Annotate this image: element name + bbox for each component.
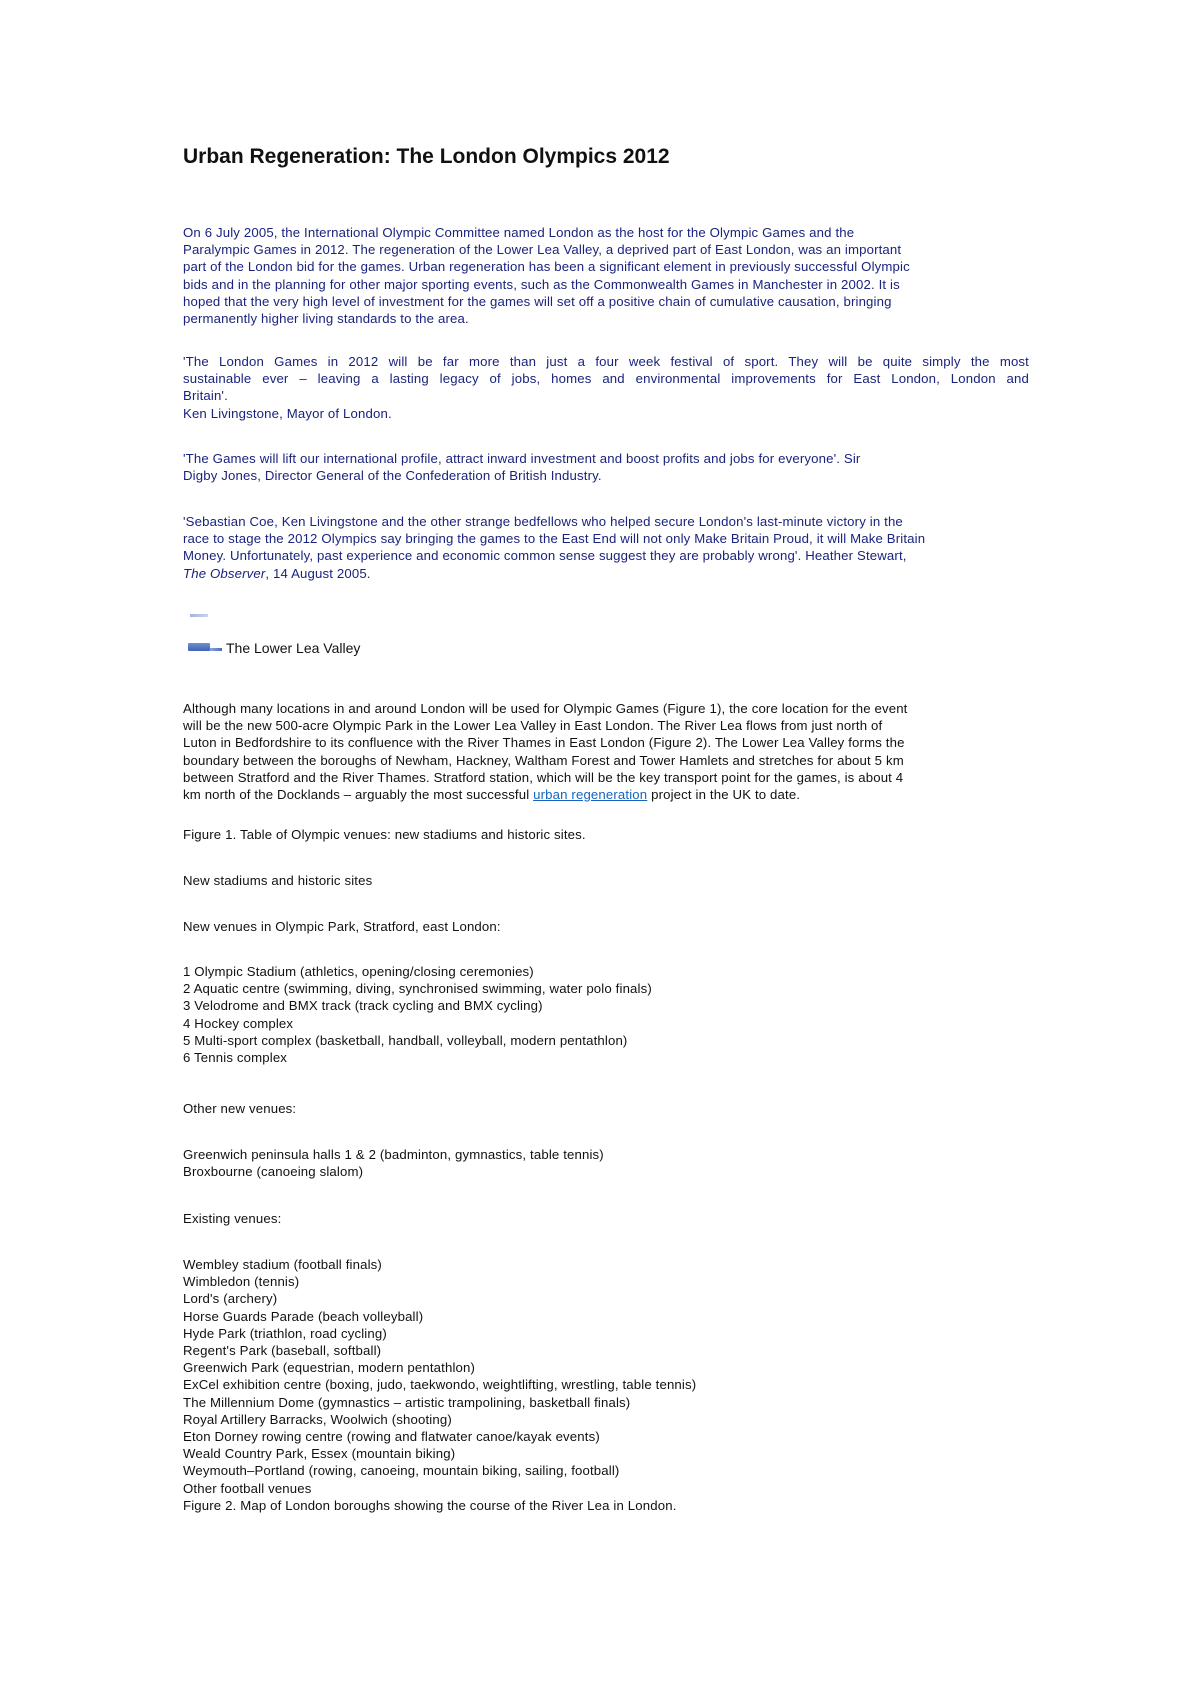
list-item: 4 Hockey complex (183, 1015, 294, 1031)
body-line: Although many locations in and around London will be used for Olympic Games (Figure 1), the core location for the event (183, 701, 908, 716)
list-item: Eton Dorney rowing centre (rowing and flatwater canoe/kayak events) (183, 1429, 600, 1445)
list-item: ExCel exhibition centre (boxing, judo, taekwondo, weightlifting, wrestling, table tennis) (183, 1377, 697, 1393)
list-item: 1 Olympic Stadium (athletics, opening/closing ceremonies) (183, 964, 534, 979)
quote-line: 'The London Games in 2012 will be far more than just a four week festival of sport. They will be quite simply the most (183, 354, 1029, 369)
list-item: 2 Aquatic centre (swimming, diving, synchronised swimming, water polo finals) (183, 981, 652, 997)
intro-line: permanently higher living standards to the area. (183, 311, 469, 327)
urban-regeneration-link[interactable]: urban regeneration (533, 787, 648, 803)
list-item: Regent's Park (baseball, softball) (183, 1343, 382, 1359)
other-new-venue-list (183, 1146, 604, 1180)
lower-lea-paragraph (183, 700, 1029, 803)
existing-venues-heading: Existing venues: (183, 1211, 282, 1226)
quote-line: Money. Unfortunately, past experience and economic common sense suggest they are probably wrong'. Heather Stewart, (183, 548, 907, 564)
list-item: 5 Multi-sport complex (basketball, handball, volleyball, modern pentathlon) (183, 1032, 628, 1048)
quote-attribution: Ken Livingstone, Mayor of London. (183, 405, 392, 421)
list-item: Greenwich Park (equestrian, modern pentathlon) (183, 1360, 476, 1376)
list-item: Greenwich peninsula halls 1 & 2 (badminton, gymnastics, table tennis) (183, 1147, 604, 1162)
quote-source-line (183, 565, 1029, 582)
quote-line: race to stage the 2012 Olympics say bringing the games to the East End will not only Make Britain Proud, it will Make Britain (183, 531, 926, 547)
list-item: Lord's (archery) (183, 1291, 278, 1307)
quote-line: sustainable ever – leaving a lasting legacy of jobs, homes and environmental improvements for East London, London and (183, 371, 1029, 387)
body-line: between Stratford and the River Thames. Stratford station, which will be the key transport point for the games, is about 4 (183, 769, 904, 785)
broken-image-fragment (188, 643, 210, 651)
other-new-venues-heading: Other new venues: (183, 1101, 297, 1116)
quote-jones (183, 450, 983, 484)
body-text: km north of the Docklands – arguably the most successful (183, 787, 534, 803)
list-item: Wimbledon (tennis) (183, 1274, 300, 1290)
list-item: The Millennium Dome (gymnastics – artistic trampolining, basketball finals) (183, 1394, 631, 1410)
intro-line: part of the London bid for the games. Urban regeneration has been a significant element in previously successful Olympic (183, 259, 910, 275)
document-title: Urban Regeneration: The London Olympics 2012 (183, 145, 670, 168)
figure1-caption: Figure 1. Table of Olympic venues: new stadiums and historic sites. (183, 827, 586, 842)
section-heading-lower-lea-valley: The Lower Lea Valley (226, 640, 361, 656)
list-item: Weald Country Park, Essex (mountain biking) (183, 1446, 456, 1462)
quote-line: Britain'. (183, 388, 228, 404)
list-item: 3 Velodrome and BMX track (track cycling and BMX cycling) (183, 998, 543, 1014)
body-line: boundary between the boroughs of Newham, Hackney, Waltham Forest and Tower Hamlets and stretches for about 5 km (183, 752, 904, 768)
list-item: 6 Tennis complex (183, 1050, 288, 1066)
list-item: Royal Artillery Barracks, Woolwich (shooting) (183, 1411, 452, 1427)
list-item: Horse Guards Parade (beach volleyball) (183, 1308, 424, 1324)
existing-venue-list (183, 1256, 696, 1514)
body-line (183, 786, 1029, 803)
quote-livingstone (183, 353, 1029, 422)
intro-line: hoped that the very high level of investment for the games will set off a positive chain of cumulative causation, bringing (183, 293, 892, 309)
broken-image-fragment (190, 614, 208, 617)
figure1-heading: New stadiums and historic sites (183, 873, 373, 888)
quote-source-publication: The Observer (183, 565, 266, 581)
list-item: Hyde Park (triathlon, road cycling) (183, 1325, 387, 1341)
body-text: project in the UK to date. (647, 787, 801, 803)
list-item: Broxbourne (canoeing slalom) (183, 1164, 364, 1180)
quote-line: 'The Games will lift our international profile, attract inward investment and boost profits and jobs for everyone'. Sir (183, 451, 861, 466)
figure2-caption: Figure 2. Map of London boroughs showing the course of the River Lea in London. (183, 1497, 677, 1513)
list-item: Weymouth–Portland (rowing, canoeing, mountain biking, sailing, football) (183, 1463, 620, 1479)
list-item: Wembley stadium (football finals) (183, 1257, 382, 1272)
body-line: Luton in Bedfordshire to its confluence with the River Thames in East London (Figure 2). The Lower Lea Valley forms the (183, 735, 905, 751)
quote-source-date: , 14 August 2005. (265, 565, 371, 581)
olympic-park-heading: New venues in Olympic Park, Stratford, east London: (183, 919, 501, 934)
body-line: will be the new 500-acre Olympic Park in the Lower Lea Valley in East London. The River Lea flows from just north of (183, 718, 883, 734)
quote-stewart (183, 513, 1029, 582)
olympic-park-venue-list (183, 963, 652, 1066)
intro-line: Paralympic Games in 2012. The regeneration of the Lower Lea Valley, a deprived part of East London, was an important (183, 242, 902, 258)
list-item: Other football venues (183, 1480, 312, 1496)
intro-line: On 6 July 2005, the International Olympic Committee named London as the host for the Olympic Games and the (183, 225, 855, 240)
quote-line: 'Sebastian Coe, Ken Livingstone and the other strange bedfellows who helped secure London's last-minute victory in the (183, 514, 903, 529)
quote-line: Digby Jones, Director General of the Confederation of British Industry. (183, 468, 602, 484)
intro-line: bids and in the planning for other major sporting events, such as the Commonwealth Games in Manchester in 2002. It is (183, 276, 900, 292)
broken-image-fragment (210, 648, 222, 651)
intro-paragraph (183, 224, 973, 327)
